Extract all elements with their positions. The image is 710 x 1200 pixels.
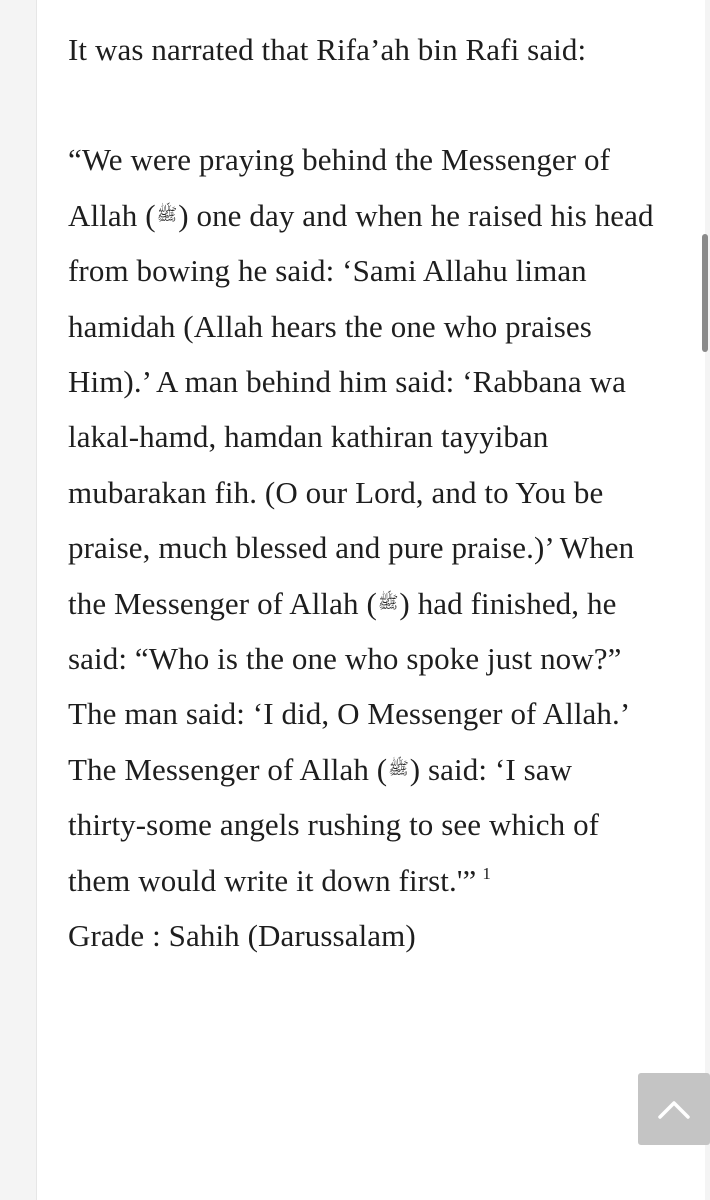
- chevron-up-icon: [657, 1098, 691, 1120]
- scrollbar-thumb[interactable]: [702, 234, 708, 352]
- hadith-text-part: “We were praying behind the Messenger of Allah (: [68, 142, 611, 233]
- hadith-text-part: ) had finished, he said: “Who is the one who spoke just now?” The man said: ‘I did, O Messenger of Allah.’ The Messenger of Allah (: [68, 585, 628, 787]
- hadith-card: [36, 0, 705, 1200]
- hadith-text-part: ) said: ‘I saw thirty-some angels rushing to see which of them would write it down first.'”: [68, 751, 600, 898]
- salawat-symbol: ﷺ: [388, 759, 409, 780]
- hadith-grade: Grade : Sahih (Darussalam): [68, 918, 416, 954]
- salawat-symbol: ﷺ: [377, 593, 399, 614]
- narrator-intro: It was narrated that Rifa’ah bin Rafi said:: [68, 32, 587, 67]
- hadith-text-part: ) one day and when he raised his head from bowing he said: ‘Sami Allahu liman hamidah (Allah hears the one who praises Him).’ A man behind him said: ‘Rabbana wa lakal-hamd, hamdan kathiran tayyiban mubarakan fih. (O our Lord, and to You be praise, much blessed and pure praise.)’ When the Messenger of Allah (: [68, 197, 654, 621]
- salawat-symbol: ﷺ: [156, 205, 178, 226]
- hadith-text-block: [68, 22, 658, 964]
- footnote-reference[interactable]: 1: [482, 864, 491, 884]
- back-to-top-button[interactable]: [638, 1073, 710, 1145]
- hadith-text: [68, 132, 658, 908]
